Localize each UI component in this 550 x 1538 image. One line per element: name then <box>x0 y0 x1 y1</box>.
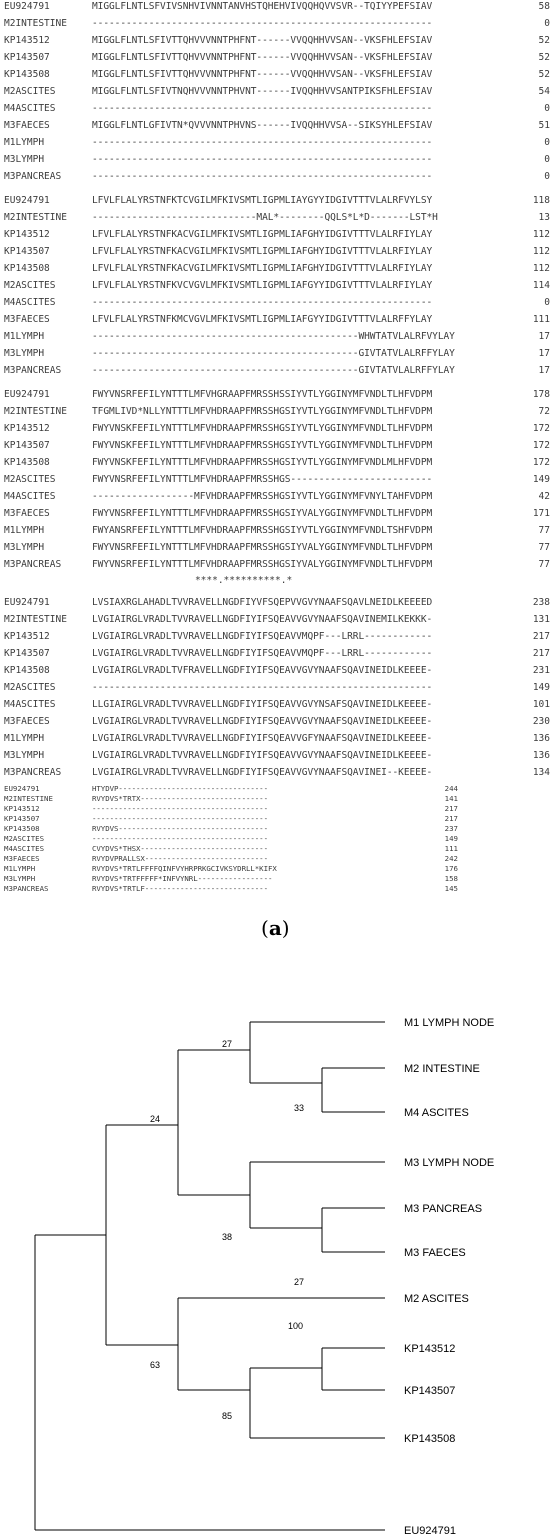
alignment-row <box>4 245 550 259</box>
alignment-row <box>4 647 550 661</box>
alignment-row <box>4 439 550 453</box>
alignment-row <box>4 136 550 150</box>
residue-count: 101 <box>532 699 550 710</box>
bootstrap-label: 24 <box>150 1114 161 1124</box>
leaf-label: KP143508 <box>404 1433 456 1445</box>
residue-count: 131 <box>532 614 550 625</box>
alignment-row <box>4 541 550 555</box>
residue-count: 54 <box>538 86 550 97</box>
sequence-name: KP143512 <box>4 229 50 240</box>
residue-count: 52 <box>538 69 550 80</box>
sequence-residues: RVYDVS---------------------------------- <box>92 824 268 833</box>
sequence-residues: LVGIAIRGLVRADLTVVRAVELLNGDFIYIFSQEAVVGVYNAAFSQAVINEMILKEKKK- <box>92 614 433 625</box>
sequence-residues: -----------------------------MAL*--------QQLS*L*D-------LST*H <box>92 212 438 223</box>
sequence-residues: FWYVNSKFEFILYNTTTLMFVHDRAAPFMRSSHGSIYVTLYGGINYMFVNDLTLHFVDPM <box>92 423 433 434</box>
alignment-row <box>4 296 550 310</box>
sequence-residues: RVYDVPRALLSX---------------------------- <box>92 854 268 863</box>
sequence-residues: FWYVNSKFEFILYNTTTLMFVHDRAAPFMRSSHGSIYVTLYGGINYMFVNDLMLHFVDPM <box>92 457 433 468</box>
alignment-row <box>4 749 550 763</box>
residue-count: 118 <box>532 195 550 206</box>
residue-count: 0 <box>544 154 550 165</box>
sequence-residues: FWYVNSRFEFILYNTTTLMFVHDRAAPFMRSSHGSIYVALYGGINYMFVNDLTLHFVDPM <box>92 542 433 553</box>
residue-count: 171 <box>532 508 550 519</box>
leaf-label: M2 ASCITES <box>404 1293 469 1305</box>
alignment-row <box>4 364 550 378</box>
sequence-name: M2ASCITES <box>4 86 56 97</box>
alignment-row <box>4 170 550 184</box>
sequence-residues: ------------------------------------------------------------ <box>92 154 433 165</box>
sequence-residues: TFGMLIVD*NLLYNTTTLMFVHDRAAPFMRSSHGSIYVTLYGGINYMFVNDLTLHFVDPM <box>92 406 433 417</box>
residue-count: 77 <box>538 559 550 570</box>
sequence-name: M3PANCREAS <box>4 365 62 376</box>
sequence-residues: LVGIAIRGLVRADLTVVRAVELLNGDFIYIFSQEAVVMQPF---LRRL------------ <box>92 631 433 642</box>
residue-count: 51 <box>538 120 550 131</box>
sequence-residues: FWYANSRFEFILYNTTTLMFVHDRAAPFMRSSHGSIYVTLYGGINYMFVNDLTSHFVDPM <box>92 525 433 536</box>
sequence-name: M1LYMPH <box>4 137 45 148</box>
sequence-name: M3FAECES <box>4 508 50 519</box>
sequence-name: M4ASCITES <box>4 103 56 114</box>
sequence-name: EU924791 <box>4 784 40 793</box>
sequence-residues: RVYDVS*TRTLFFFFQINFVYHRPRKGCIVKSYDRLL*KIFX <box>92 864 277 873</box>
sequence-residues: LVSIAXRGLAHADLTVVRAVELLNGDFIYVFSQEPVVGVYNAAFSQAVLNEIDLKEEEED <box>92 597 433 608</box>
sequence-name: KP143507 <box>4 648 50 659</box>
residue-count: 217 <box>532 648 550 659</box>
leaf-label: M3 PANCREAS <box>404 1203 483 1215</box>
sequence-name: M1LYMPH <box>4 331 45 342</box>
residue-count: 230 <box>532 716 550 727</box>
alignment-row <box>4 681 550 695</box>
sequence-residues: MIGGLFLNTLSFIVTNQHVVVNNTPHVNT------IVQQHHVVSANTPIKSFHLEFSIAV <box>92 86 433 97</box>
residue-count: 17 <box>538 331 550 342</box>
alignment-row <box>4 664 550 678</box>
alignment-row <box>4 422 550 436</box>
residue-count: 172 <box>532 423 550 434</box>
sequence-residues: RVYDVS*TRTFFFFF*INFVYNRL----------------- <box>92 874 273 883</box>
residue-count: 231 <box>532 665 550 676</box>
alignment-row <box>4 0 550 14</box>
sequence-name: M3PANCREAS <box>4 171 62 182</box>
residue-count: 145 <box>444 884 458 893</box>
sequence-name: M2ASCITES <box>4 474 56 485</box>
sequence-residues: LVGIAIRGLVRADLTVFRAVELLNGDFIYIFSQEAVVGVYNAAFSQAVINEIDLKEEEE- <box>92 665 433 676</box>
alignment-row <box>4 85 550 99</box>
residue-count: 237 <box>444 824 458 833</box>
sequence-name: M2ASCITES <box>4 280 56 291</box>
alignment-row <box>4 330 550 344</box>
residue-count: 112 <box>532 229 550 240</box>
leaf-label: M3 FAECES <box>404 1247 466 1259</box>
sequence-name: M2INTESTINE <box>4 212 67 223</box>
sequence-name: M1LYMPH <box>4 733 45 744</box>
residue-count: 114 <box>532 280 550 291</box>
sequence-residues: ---------------------------------------- <box>92 814 268 823</box>
residue-count: 217 <box>532 631 550 642</box>
bootstrap-label: 85 <box>222 1411 233 1421</box>
sequence-name: M3LYMPH <box>4 154 45 165</box>
alignment-row <box>4 732 550 746</box>
alignment-row <box>4 51 550 65</box>
sequence-residues: ---------------------------------------- <box>92 834 268 843</box>
alignment-row <box>4 473 550 487</box>
sequence-name: EU924791 <box>4 195 50 206</box>
sequence-name: M2INTESTINE <box>4 614 67 625</box>
alignment-row <box>4 279 550 293</box>
residue-count: 112 <box>532 263 550 274</box>
sequence-name: M3FAECES <box>4 854 40 863</box>
sequence-residues: ------------------------------------------------------------ <box>92 297 433 308</box>
residue-count: 141 <box>444 794 458 803</box>
conservation-line: ****.**********.* <box>92 575 293 586</box>
sequence-name: M3LYMPH <box>4 874 36 883</box>
sequence-residues: LFVLFLALYRSTNFKMCVGVLMFKIVSMTLIGPMLIAFGYYIDGIVTTTVLALRFFYLAY <box>92 314 433 325</box>
sequence-residues: LFVLFLALYRSTNFKACVGILMFKIVSMTLIGPMLIAFGHYIDGIVTTTVLALRFIYLAY <box>92 246 433 257</box>
alignment-row <box>4 456 550 470</box>
sequence-name: M4ASCITES <box>4 491 56 502</box>
residue-count: 0 <box>544 297 550 308</box>
sequence-residues: MIGGLFLNTLSFIVTTQHVVVNNTPHFNT------VVQQHHVVSAN--VKSFHLEFSIAV <box>92 52 433 63</box>
alignment-row <box>4 194 550 208</box>
sequence-name: M1LYMPH <box>4 525 45 536</box>
sequence-residues: ------------------------------------------------------------ <box>92 682 433 693</box>
alignment-row <box>4 524 550 538</box>
sequence-name: M2INTESTINE <box>4 18 67 29</box>
alignment-row <box>4 347 550 361</box>
residue-count: 149 <box>532 682 550 693</box>
sequence-name: EU924791 <box>4 1 50 12</box>
sequence-residues: MIGGLFLNTLGFIVTN*QVVVNNTPHVNS------IVQQHHVVSA--SIKSYHLEFSIAV <box>92 120 433 131</box>
sequence-residues: LVGIAIRGLVRADLTVVRAVELLNGDFIYIFSQEAVVGVYNAAFSQAVINEI--KEEEE- <box>92 767 433 778</box>
leaf-label: M2 INTESTINE <box>404 1063 480 1075</box>
residue-count: 0 <box>544 171 550 182</box>
residue-count: 52 <box>538 35 550 46</box>
sequence-name: KP143508 <box>4 824 40 833</box>
bootstrap-label: 27 <box>222 1039 233 1049</box>
sequence-residues: ------------------------------------------------------------ <box>92 171 433 182</box>
alignment-row <box>4 698 550 712</box>
residue-count: 111 <box>444 844 458 853</box>
sequence-residues: -----------------------------------------------GIVTATVLALRFFYLAY <box>92 348 455 359</box>
sequence-residues: ------------------------------------------------------------ <box>92 103 433 114</box>
sequence-residues: ------------------------------------------------------------ <box>92 137 433 148</box>
leaf-label: KP143507 <box>404 1385 456 1397</box>
sequence-residues: MIGGLFLNTLSFVIVSNHVIVNNTANVHSTQHEHVIVQQHQVVSVR--TQIYYPEFSIAV <box>92 1 433 12</box>
alignment-row <box>4 715 550 729</box>
alignment-row <box>4 228 550 242</box>
sequence-residues: MIGGLFLNTLSFIVTTQHVVVNNTPHFNT------VVQQHHVVSAN--VKSFHLEFSIAV <box>92 35 433 46</box>
residue-count: 238 <box>532 597 550 608</box>
sequence-name: M1LYMPH <box>4 864 36 873</box>
alignment-row <box>4 405 550 419</box>
bootstrap-label: 63 <box>150 1360 161 1370</box>
sequence-name: M3PANCREAS <box>4 559 62 570</box>
residue-count: 17 <box>538 365 550 376</box>
leaf-label: M1 LYMPH NODE <box>404 1017 495 1029</box>
sequence-name: KP143507 <box>4 440 50 451</box>
sequence-residues: ------------------MFVHDRAAPFMRSSHGSIYVTLYGGINYMFVNYLTAHFVDPM <box>92 491 433 502</box>
sequence-name: M3PANCREAS <box>4 767 62 778</box>
alignment-row <box>4 507 550 521</box>
sequence-name: EU924791 <box>4 597 50 608</box>
sequence-residues: -----------------------------------------------GIVTATVLALRFFYLAY <box>92 365 455 376</box>
residue-count: 244 <box>444 784 458 793</box>
residue-count: 134 <box>532 767 550 778</box>
residue-count: 217 <box>444 804 458 813</box>
bootstrap-label: 100 <box>288 1321 304 1331</box>
residue-count: 112 <box>532 246 550 257</box>
leaf-label: EU924791 <box>404 1525 456 1537</box>
residue-count: 42 <box>538 491 550 502</box>
sequence-residues: ---------------------------------------- <box>92 804 268 813</box>
bootstrap-label: 33 <box>294 1103 305 1113</box>
residue-count: 149 <box>532 474 550 485</box>
residue-count: 13 <box>538 212 550 223</box>
sequence-name: KP143507 <box>4 52 50 63</box>
bootstrap-label: 27 <box>294 1277 305 1287</box>
residue-count: 176 <box>444 864 458 873</box>
alignment-row <box>4 68 550 82</box>
leaf-label: M3 LYMPH NODE <box>404 1157 495 1169</box>
alignment-row <box>4 490 550 504</box>
residue-count: 158 <box>444 874 458 883</box>
alignment-row <box>4 34 550 48</box>
sequence-residues: LVGIAIRGLVRADLTVVRAVELLNGDFIYIFSQEAVVMQPF---LRRL------------ <box>92 648 433 659</box>
residue-count: 0 <box>544 137 550 148</box>
sequence-name: M3LYMPH <box>4 542 45 553</box>
sequence-residues: LLGIAIRGLVRADLTVVRAVELLNGDFIYIFSQEAVVGVYNSAFSQAVINEIDLKEEEE- <box>92 699 433 710</box>
sequence-name: M2ASCITES <box>4 834 45 843</box>
alignment-row <box>4 119 550 133</box>
sequence-residues: FWYVNSRFEFILYNTTTLMFVHDRAAPFMRSSHGSIYVALYGGINYMFVNDLTLHFVDPM <box>92 559 433 570</box>
sequence-residues: ------------------------------------------------------------ <box>92 18 433 29</box>
sequence-name: M3LYMPH <box>4 750 45 761</box>
sequence-name: KP143508 <box>4 263 50 274</box>
sequence-residues: FWYVNSRFEFILYNTTTLMFVHDRAAPFMRSSHGSIYVALYGGINYMFVNDLTLHFVDPM <box>92 508 433 519</box>
alignment-row <box>4 596 550 610</box>
sequence-residues: RVYDVS*TRTX----------------------------- <box>92 794 268 803</box>
alignment-row <box>4 388 550 402</box>
sequence-name: KP143508 <box>4 457 50 468</box>
sequence-residues: LFVLFLALYRSTNFKACVGILMFKIVSMTLIGPMLIAFGHYIDGIVTTTVLALRFIYLAY <box>92 229 433 240</box>
sequence-name: KP143512 <box>4 804 40 813</box>
sequence-name: KP143507 <box>4 246 50 257</box>
residue-count: 52 <box>538 52 550 63</box>
sequence-name: M3PANCREAS <box>4 884 49 893</box>
sequence-residues: LFVLFLALYRSTNFKVCVGVLMFKIVSMTLIGPMLIAFGYYIDGIVTTTVLALRFIYLAY <box>92 280 433 291</box>
alignment-row <box>4 558 550 572</box>
alignment-row <box>4 313 550 327</box>
sequence-name: KP143508 <box>4 69 50 80</box>
sequence-residues: LVGIAIRGLVRADLTVVRAVELLNGDFIYIFSQEAVVGVYNAAFSQAVINEIDLKEEEE- <box>92 716 433 727</box>
sequence-name: KP143512 <box>4 423 50 434</box>
sequence-residues: CVYDVS*THSX----------------------------- <box>92 844 268 853</box>
residue-count: 136 <box>532 733 550 744</box>
phylogenetic-tree-svg <box>0 800 550 1537</box>
sequence-residues: LFVLFLALYRSTNFKACVGILMFKIVSMTLIGPMLIAFGHYIDGIVTTTVLALRFIYLAY <box>92 263 433 274</box>
residue-count: 77 <box>538 542 550 553</box>
sequence-name: M4ASCITES <box>4 297 56 308</box>
sequence-name: KP143507 <box>4 814 40 823</box>
sequence-name: M2ASCITES <box>4 682 56 693</box>
residue-count: 172 <box>532 440 550 451</box>
sequence-name: M3FAECES <box>4 314 50 325</box>
alignment-row <box>4 153 550 167</box>
alignment-row <box>4 613 550 627</box>
alignment-row <box>4 102 550 116</box>
sequence-residues: RVYDVS*TRTLF---------------------------- <box>92 884 268 893</box>
residue-count: 172 <box>532 457 550 468</box>
sequence-residues: LFVLFLALYRSTNFKTCVGILMFKIVSMTLIGPMLIAYGYYIDGIVTTTVLALRFVYLSY <box>92 195 433 206</box>
alignment-row <box>4 784 550 794</box>
panel-a-label: (a) <box>261 916 290 940</box>
sequence-name: M3FAECES <box>4 716 50 727</box>
residue-count: 217 <box>444 814 458 823</box>
residue-count: 149 <box>444 834 458 843</box>
bootstrap-label: 38 <box>222 1232 233 1242</box>
sequence-residues: -----------------------------------------------WHWTATVLALRFVYLAY <box>92 331 455 342</box>
sequence-name: M3FAECES <box>4 120 50 131</box>
sequence-residues: HTYDVP---------------------------------- <box>92 784 268 793</box>
sequence-residues: LVGIAIRGLVRADLTVVRAVELLNGDFIYIFSQEAVVGFYNAAFSQAVINEIDLKEEEE- <box>92 733 433 744</box>
residue-count: 77 <box>538 525 550 536</box>
sequence-name: M2INTESTINE <box>4 406 67 417</box>
residue-count: 17 <box>538 348 550 359</box>
residue-count: 58 <box>538 1 550 12</box>
residue-count: 0 <box>544 18 550 29</box>
sequence-residues: FWYVNSRFEFILYNTTTLMFVHGRAAPFMRSSHSSIYVTLYGGINYMFVNDLTLHFVDPM <box>92 389 433 400</box>
alignment-row <box>4 262 550 276</box>
alignment-row <box>4 766 550 780</box>
sequence-residues: MIGGLFLNTLSFIVTTQHVVVNNTPHFNT------VVQQHHVVSAN--VKSFHLEFSIAV <box>92 69 433 80</box>
sequence-name: M4ASCITES <box>4 699 56 710</box>
residue-count: 136 <box>532 750 550 761</box>
residue-count: 111 <box>532 314 550 325</box>
residue-count: 72 <box>538 406 550 417</box>
alignment-row <box>4 17 550 31</box>
sequence-name: KP143512 <box>4 631 50 642</box>
sequence-name: EU924791 <box>4 389 50 400</box>
sequence-residues: FWYVNSRFEFILYNTTTLMFVHDRAAPFMRSSHGS------------------------- <box>92 474 433 485</box>
sequence-name: KP143512 <box>4 35 50 46</box>
sequence-name: KP143508 <box>4 665 50 676</box>
sequence-residues: LVGIAIRGLVRADLTVVRAVELLNGDFIYIFSQEAVVGVYNAAFSQAVINEIDLKEEEE- <box>92 750 433 761</box>
alignment-row <box>4 211 550 225</box>
leaf-label: M4 ASCITES <box>404 1107 469 1119</box>
residue-count: 0 <box>544 103 550 114</box>
leaf-label: KP143512 <box>404 1343 456 1355</box>
sequence-name: M4ASCITES <box>4 844 45 853</box>
alignment-row <box>4 630 550 644</box>
sequence-name: M3LYMPH <box>4 348 45 359</box>
residue-count: 242 <box>444 854 458 863</box>
sequence-name: M2INTESTINE <box>4 794 53 803</box>
residue-count: 178 <box>532 389 550 400</box>
sequence-residues: FWYVNSKFEFILYNTTTLMFVHDRAAPFMRSSHGSIYVTLYGGINYMFVNDLTLHFVDPM <box>92 440 433 451</box>
